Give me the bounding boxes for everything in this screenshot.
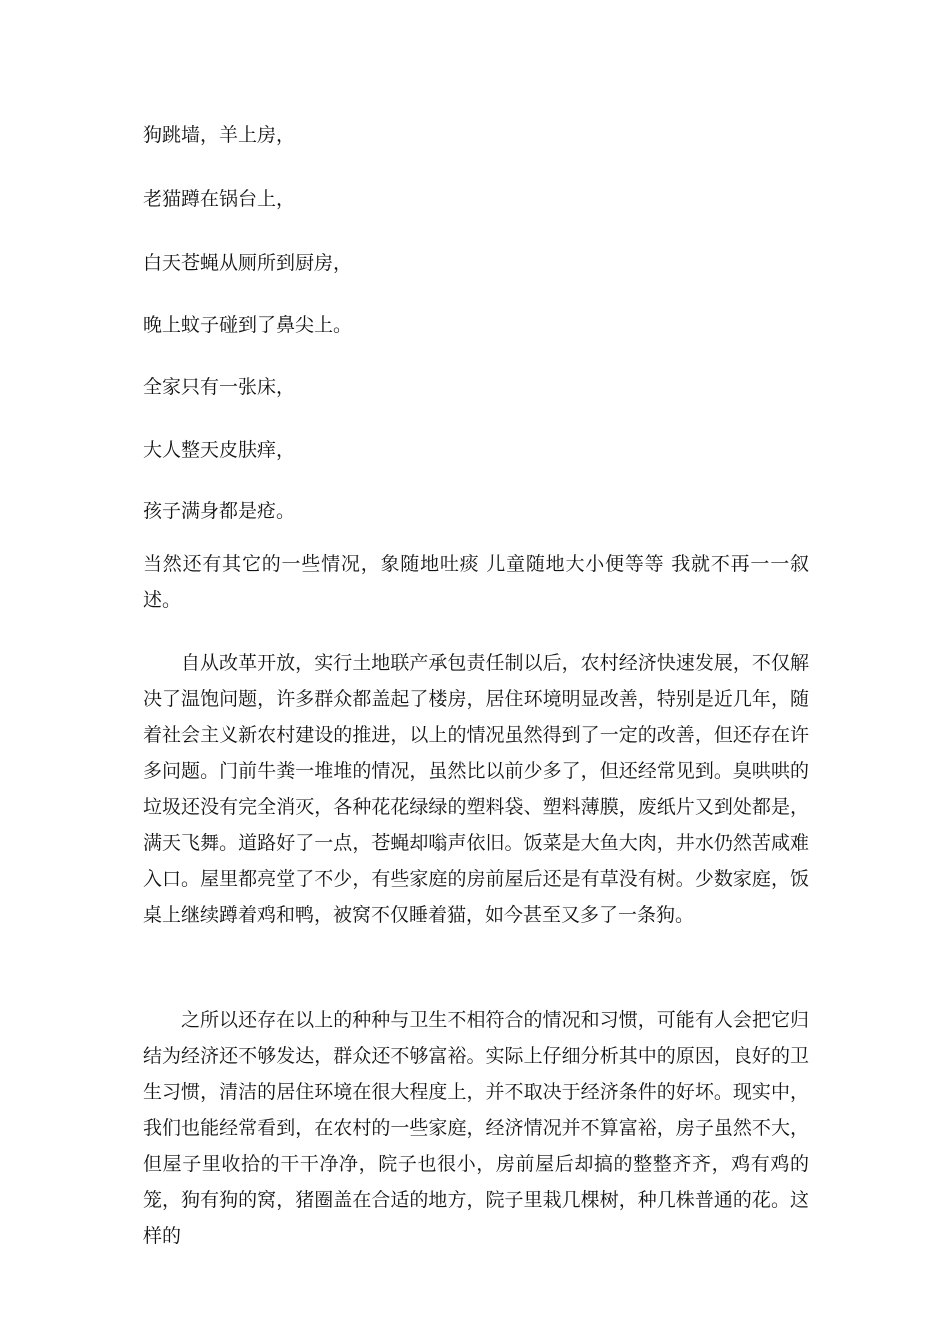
poem-line-2: 老猫蹲在锅台上， xyxy=(143,188,296,210)
poem-line-6: 大人整天皮肤痒， xyxy=(143,439,296,461)
poem-line-4: 晚上蚊子碰到了鼻尖上。 xyxy=(143,314,353,336)
poem-line-5: 全家只有一张床， xyxy=(143,376,296,398)
poem-line-7: 孩子满身都是疮。 xyxy=(143,500,296,522)
paragraph-3: 之所以还存在以上的种种与卫生不相符合的情况和习惯，可能有人会把它归结为经济还不够发达，群众还不够富裕。实际上仔细分析其中的原因，良好的卫生习惯，清洁的居住环境在很大程度上，并不取决于经济条件的好坏。现实中，我们也能经常看到，在农村的一些家庭，经济情况并不算富裕，房子虽然不大，但屋子里收拾的干干净净，院子也很小，房前屋后却搞的整整齐齐，鸡有鸡的笼，狗有狗的窝，猪圈盖在合适的地方，院子里栽几棵树，种几株普通的花。这样的 xyxy=(143,1009,809,1247)
paragraph-1: 当然还有其它的一些情况，象随地吐痰 儿童随地大小便等等 我就不再一一叙述。 xyxy=(143,553,809,611)
poem-line-1: 狗跳墙，羊上房， xyxy=(143,124,296,146)
paragraph-2: 自从改革开放，实行土地联产承包责任制以后，农村经济快速发展，不仅解决了温饱问题，许多群众都盖起了楼房，居住环境明显改善，特别是近几年，随着社会主义新农村建设的推进，以上的情况虽然得到了一定的改善，但还存在许多问题。门前牛粪一堆堆的情况，虽然比以前少多了，但还经常见到。臭哄哄的垃圾还没有完全消灭，各种花花绿绿的塑料袋、塑料薄膜，废纸片又到处都是，满天飞舞。道路好了一点，苍蝇却嗡声依旧。饭菜是大鱼大肉，井水仍然苦咸难入口。屋里都亮堂了不少，有些家庭的房前屋后还是有草没有树。少数家庭，饭桌上继续蹲着鸡和鸭，被窝不仅睡着猫，如今甚至又多了一条狗。 xyxy=(143,652,809,926)
poem-line-3: 白天苍蝇从厕所到厨房， xyxy=(143,252,353,274)
